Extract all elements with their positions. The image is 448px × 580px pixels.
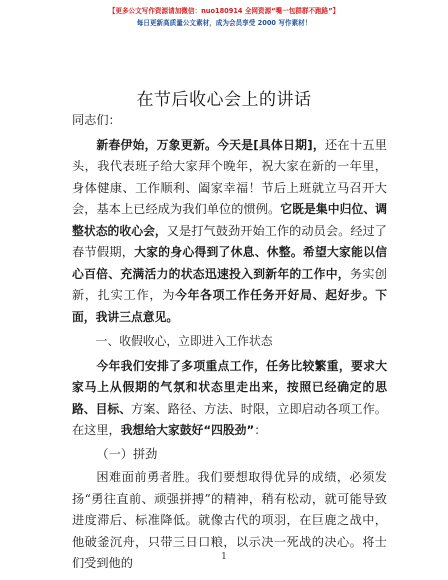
plain-text: 又是打气鼓劲开始工作的动员会。经过了春节假期， [72, 223, 387, 259]
subsection-heading-1: （一）拼劲 [96, 446, 158, 461]
paragraph-subsection-1: 困难面前勇者胜。我们要想取得优异的成绩，必须发扬“勇往直前、顽强拼搏”的精神，稍有松动，就可能导致进度滞后、标准降低。就像古代的项羽，在巨鹿之战中，他破釜沉舟，只带三日口粮，以示决一死战的决心。将士们受到他的 [72, 470, 387, 570]
plain-text: ： [254, 423, 267, 437]
bold-text: 大家的身心得到了休息、休整。希望大家能以信心百倍、充满活力的状态迅速投入到新年的工作中， [72, 245, 387, 281]
promo-header-line-2: 每日更新高质量公文素材，成为会员享受 2000 写作素材！ [136, 19, 312, 27]
document-body [72, 110, 387, 575]
section-heading-1: 一、收假收心，立即进入工作状态 [95, 334, 273, 348]
bold-text: 今年各项工作任务开好局、起好步。下面，我讲三点意见。 [72, 288, 387, 324]
document-title: 在节后收心会上的讲话 [136, 90, 312, 110]
plain-text: 务实创新，扎实工作，为 [72, 266, 387, 302]
plain-text: 方案、路径、方法、时限，立即启动各项工作。在这里， [72, 401, 387, 437]
bold-text: 今年我们安排了多项重点工作，任务比较繁重，要求大家马上从假期的气氛和状态里走出来，按照已经确定的思路、目标、 [72, 358, 387, 416]
bold-text: 我想给大家鼓好“四股劲” [120, 423, 255, 437]
plain-text: 还在十五里头，我代表班子给大家拜个晚年，祝大家在新的一年里，身体健康、工作顺利、阖家幸福！节后上班就立马召开大会，基本上已经成为我们单位的惯例。 [72, 137, 387, 216]
promo-header [0, 5, 448, 29]
paragraph-opening [72, 135, 387, 329]
paragraph-section-1 [72, 356, 387, 442]
page-number: 1 [221, 552, 227, 562]
salutation: 同志们： [72, 113, 121, 127]
bold-text: 它既是集中归位、调整状态的收心会， [72, 202, 387, 238]
promo-header-line-1: 【更多公文写作资源请加微信：nuo180914 全网资源“嘴一包群群不跑路”】 [108, 7, 340, 15]
bold-text: 新春伊始，万象更新。今天是[具体日期]， [96, 137, 325, 152]
